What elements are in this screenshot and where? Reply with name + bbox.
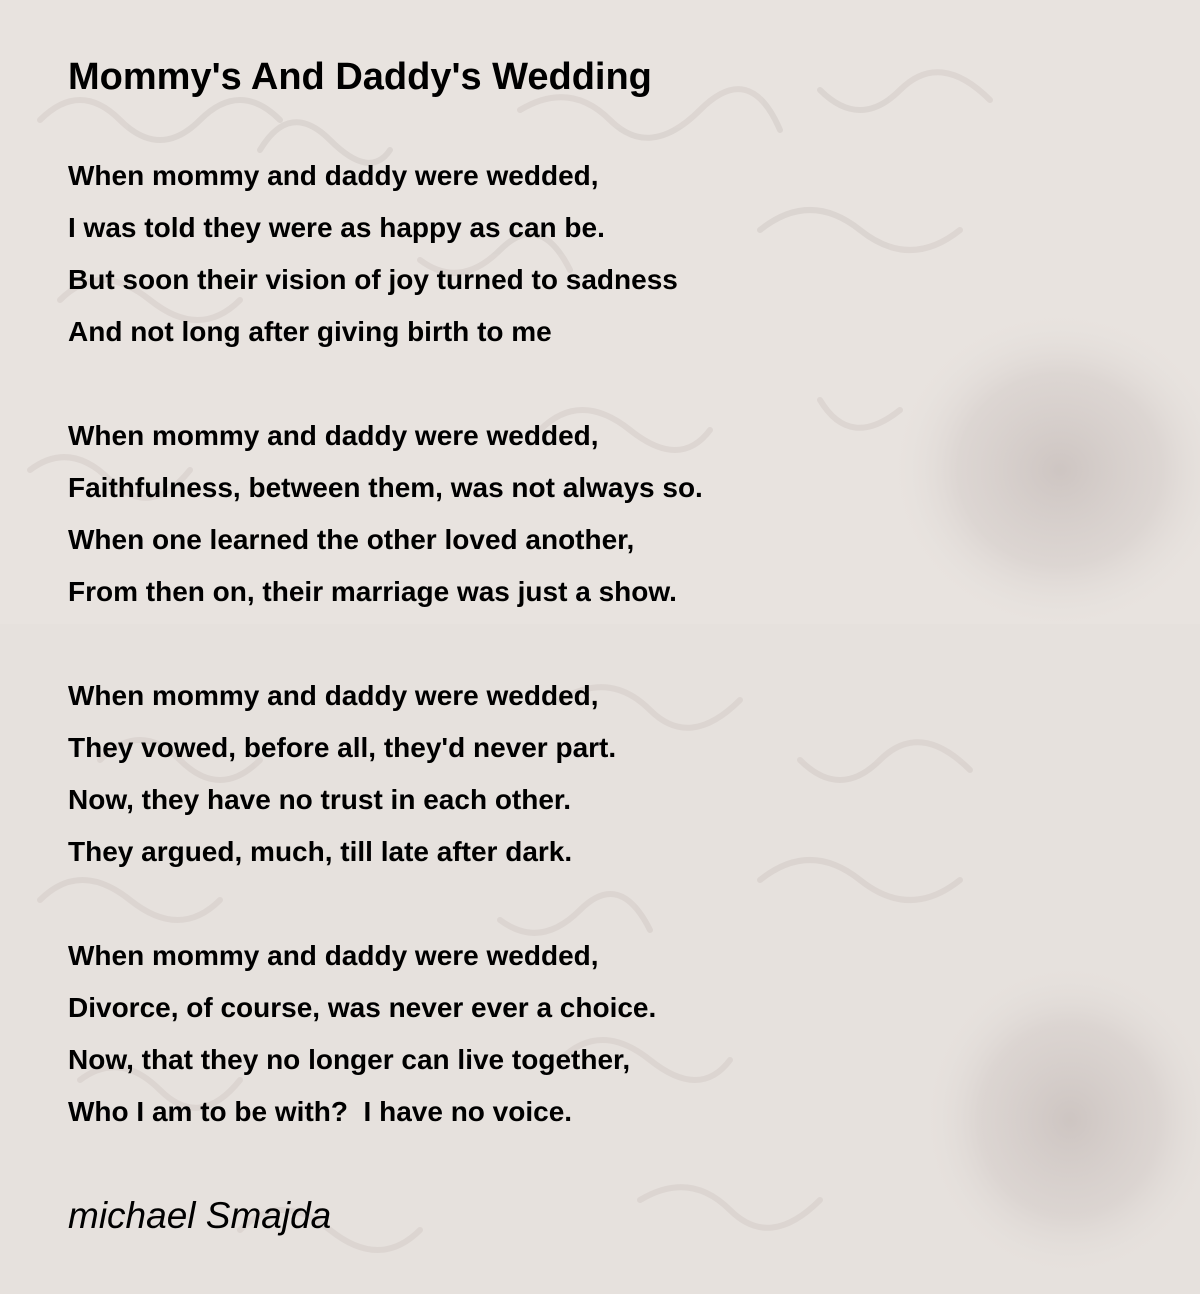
poem-title: Mommy's And Daddy's Wedding [68,56,652,98]
poem-line: Now, that they no longer can live together, [68,1044,631,1075]
stanza-2 [68,410,1148,618]
poem-line: Who I am to be with? I have no voice. [68,1096,573,1127]
poem-line: They vowed, before all, they'd never part. [68,732,617,763]
poem-line: I was told they were as happy as can be. [68,212,605,243]
poem-line: When mommy and daddy were wedded, [68,940,599,971]
poem-line: When mommy and daddy were wedded, [68,680,599,711]
stanza-4 [68,930,1148,1138]
stanza-1 [68,150,1148,358]
poem-line: Divorce, of course, was never ever a choice. [68,992,657,1023]
poem-author: michael Smajda [68,1195,332,1236]
poem-line: When mommy and daddy were wedded, [68,420,599,451]
poem-line: They argued, much, till late after dark. [68,836,573,867]
poem-line: When one learned the other loved another, [68,524,635,555]
poem-line: From then on, their marriage was just a show. [68,576,677,607]
poem-line: When mommy and daddy were wedded, [68,160,599,191]
stanza-3 [68,670,1148,878]
poem-line: Faithfulness, between them, was not always so. [68,472,703,503]
poem-line: But soon their vision of joy turned to sadness [68,264,678,295]
poem-line: Now, they have no trust in each other. [68,784,572,815]
poem-container [68,52,1148,1190]
poem-line: And not long after giving birth to me [68,316,552,347]
